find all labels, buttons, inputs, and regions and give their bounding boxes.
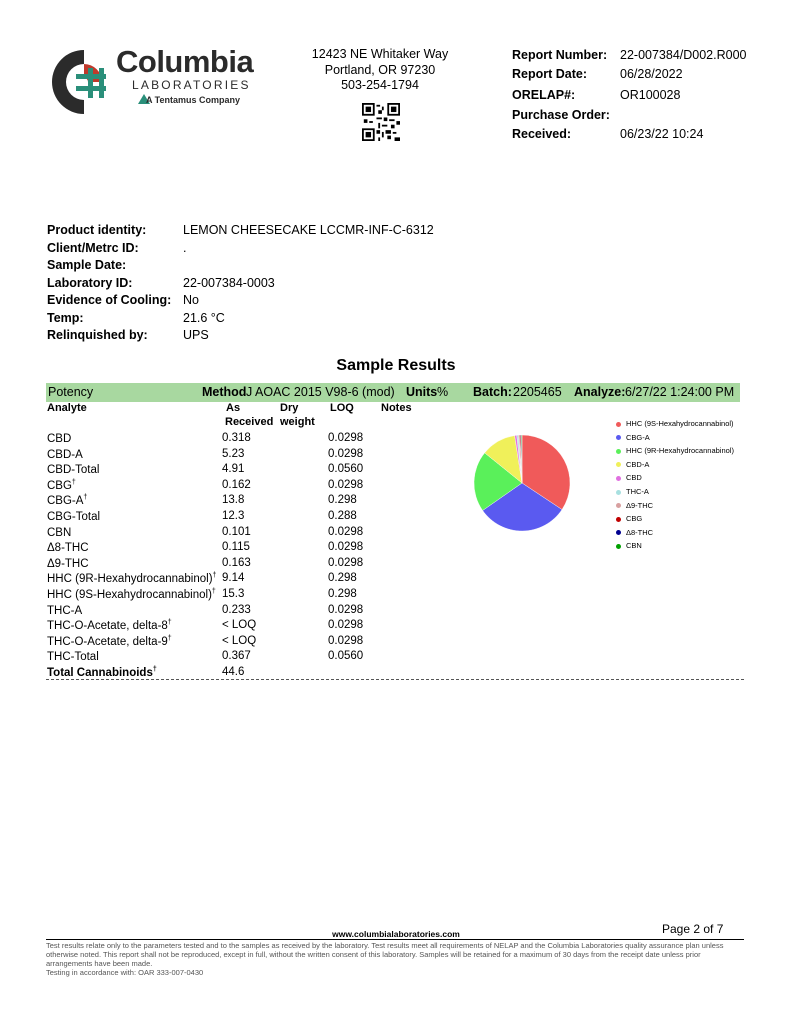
analyte-name <box>47 635 172 648</box>
analyte-name <box>47 650 99 663</box>
legend-item <box>616 446 734 455</box>
loq-value: 0.0560 <box>328 650 364 663</box>
as-received-value: 0.115 <box>222 541 250 554</box>
temp-label: Temp: <box>47 311 84 325</box>
address-line2: Portland, OR 97230 <box>324 62 436 77</box>
analyte-label: CBG-A <box>47 495 84 508</box>
analyte-name <box>47 666 157 679</box>
company-phone: 503-254-1794 <box>341 78 419 92</box>
as-received-value: 0.162 <box>222 478 251 491</box>
as-received-value: < LOQ <box>222 619 257 632</box>
product-identity-label: Product identity: <box>47 223 147 237</box>
legend-swatch <box>616 476 621 481</box>
legend-label: HHC (9S-Hexahydrocannabinol) <box>626 419 734 428</box>
orelap-label: ORELAP#: <box>512 88 576 102</box>
analyte-label: CBD-Total <box>47 464 100 477</box>
footer-disclaimer <box>46 941 746 977</box>
loq-value: 0.0298 <box>328 478 364 491</box>
received-label: Received: <box>512 127 572 141</box>
laboratory-id: 22-007384-0003 <box>183 276 275 290</box>
analyte-label: HHC (9R-Hexahydrocannabinol) <box>47 573 213 586</box>
loq-value: 0.298 <box>328 588 357 600</box>
analyte-label: Total Cannabinoids <box>47 666 153 679</box>
legend-item <box>616 528 653 537</box>
legend-swatch <box>616 422 621 427</box>
report-number: 22-007384/D002.R000 <box>620 48 747 62</box>
loq-value: 0.288 <box>328 510 357 522</box>
analyte-label: THC-O-Acetate, delta-9 <box>47 635 168 648</box>
analyte-name <box>47 541 89 554</box>
analyte-name <box>47 448 83 461</box>
as-received-value: 12.3 <box>222 510 245 522</box>
legend-label: Δ9-THC <box>626 500 654 510</box>
analyte-name <box>47 494 87 507</box>
footer-rule <box>46 939 744 940</box>
product-identity: LEMON CHEESECAKE LCCMR-INF-C-6312 <box>183 223 434 237</box>
legend-label: THC-A <box>626 487 649 496</box>
accreditation-mark: † <box>83 494 88 502</box>
loq-value: 0.0298 <box>328 447 364 460</box>
analyte-label: CBN <box>47 526 72 539</box>
legend-swatch <box>616 435 621 440</box>
loq-value: 0.0298 <box>328 619 364 632</box>
loq-value: 0.0298 <box>328 525 364 538</box>
analyte-label: THC-A <box>47 604 83 617</box>
col-received: Received <box>225 416 274 428</box>
as-received-value: 4.91 <box>222 463 245 476</box>
as-received-value: 5.23 <box>222 447 245 460</box>
analyte-label: HHC (9S-Hexahydrocannabinol) <box>47 588 212 601</box>
analyte-label: Δ8-THC <box>47 542 89 555</box>
analyte-name <box>47 557 89 570</box>
as-received-value: < LOQ <box>222 634 257 647</box>
loq-value: 0.0298 <box>328 603 364 616</box>
report-number-label: Report Number: <box>512 48 608 62</box>
as-received-value: 0.233 <box>222 603 251 616</box>
qr-code <box>362 103 400 141</box>
legend-label: CBG <box>626 514 643 524</box>
report-date-label: Report Date: <box>512 67 588 81</box>
company-name: Columbia <box>116 44 254 79</box>
analyte-label: THC-Total <box>47 651 99 664</box>
legend-label: CBN <box>626 541 642 551</box>
potency-header-bar <box>46 383 740 402</box>
loq-value: 0.298 <box>328 494 357 507</box>
col-as: As <box>226 402 241 414</box>
loq-value: 0.0298 <box>328 541 364 554</box>
legend-item <box>616 501 653 510</box>
disclaimer-text: Test results relate only to the parameters tested and to the samples as received by the laboratory. Test results meet all requirements of NELAP and the Columbia Laboratories quality assurance plan unless otherwise noted. This report shall not be reproduced, except in full, without the written consent of this laboratory. Samples will be retained for a maximum of 30 days from the receipt date unless prior arrangements have been made. <box>46 941 724 968</box>
legend-item <box>616 487 649 496</box>
page-number: Page 2 of 7 <box>662 922 724 936</box>
col-notes: Notes <box>381 402 412 414</box>
analyte-name <box>47 526 71 539</box>
analyte-name <box>47 432 71 445</box>
loq-value: 0.0298 <box>328 432 364 444</box>
batch-value: 2205465 <box>513 385 562 399</box>
analyte-name <box>47 479 76 492</box>
legend-swatch <box>616 449 621 454</box>
loq-value: 0.0560 <box>328 463 364 476</box>
col-analyte: Analyte <box>47 402 87 414</box>
company-tagline: A Tentamus Company <box>146 95 241 105</box>
analyte-label: THC-O-Acetate, delta-8 <box>47 620 168 633</box>
as-received-value: 13.8 <box>222 494 245 507</box>
accreditation-mark: † <box>212 572 217 580</box>
analyte-name <box>47 463 99 476</box>
analyte-label: CBG <box>47 479 72 492</box>
testing-standard: Testing in accordance with: OAR 333-007-0430 <box>46 968 204 977</box>
analyte-label: CBG-Total <box>47 510 101 523</box>
orelap-number: OR100028 <box>620 88 681 102</box>
legend-swatch <box>616 462 621 467</box>
method-value: J AOAC 2015 V98-6 (mod) <box>246 385 395 399</box>
as-received-value: 44.6 <box>222 666 245 678</box>
legend-item <box>616 433 650 442</box>
units-label: Units <box>406 385 438 399</box>
legend-label: HHC (9R-Hexahydrocannabinol) <box>626 446 734 456</box>
sample-results-title: Sample Results <box>336 357 456 374</box>
loq-value: 0.298 <box>328 572 357 585</box>
analyte-label: Δ9-THC <box>47 557 89 570</box>
company-address <box>300 47 460 94</box>
legend-swatch <box>616 490 621 495</box>
analyze-label: Analyze: <box>574 385 626 399</box>
client-id: . <box>183 241 187 255</box>
report-date: 06/28/2022 <box>620 67 683 81</box>
as-received-value: 0.367 <box>222 650 251 663</box>
relinquished-value: UPS <box>183 328 209 342</box>
legend-label: CBG-A <box>626 432 650 442</box>
as-received-value: 0.318 <box>222 432 251 444</box>
address-line1: 12423 NE Whitaker Way <box>311 47 449 61</box>
table-end-divider <box>46 679 744 680</box>
as-received-value: 9.14 <box>222 572 245 585</box>
cooling-label: Evidence of Cooling: <box>47 293 172 307</box>
legend-item <box>616 460 649 469</box>
analyte-name <box>47 619 172 632</box>
legend-swatch <box>616 503 621 508</box>
accreditation-mark: † <box>167 634 172 642</box>
potency-pie-chart <box>470 431 574 535</box>
legend-swatch <box>616 530 621 535</box>
analyte-label: CBD <box>47 432 72 445</box>
loq-value: 0.0298 <box>328 634 364 647</box>
col-loq: LOQ <box>330 402 354 414</box>
client-id-label: Client/Metrc ID: <box>47 241 139 255</box>
accreditation-mark: † <box>211 588 216 595</box>
section-name: Potency <box>48 385 94 399</box>
analyte-label: CBD-A <box>47 448 83 461</box>
legend-item <box>616 473 642 482</box>
legend-label: Δ8-THC <box>626 527 654 537</box>
sample-date-label: Sample Date: <box>47 258 127 272</box>
cooling-value: No <box>183 293 199 307</box>
received-date: 06/23/22 10:24 <box>620 127 704 141</box>
accreditation-mark: † <box>71 478 76 486</box>
legend-item <box>616 419 734 428</box>
legend-swatch <box>616 517 621 522</box>
purchase-order-label: Purchase Order: <box>512 108 610 122</box>
analyze-value: 6/27/22 1:24:00 PM <box>625 385 735 399</box>
col-dry: Dry <box>280 402 299 414</box>
company-subtitle: LABORATORIES <box>132 78 251 92</box>
col-weight: weight <box>280 416 315 428</box>
laboratory-id-label: Laboratory ID: <box>47 276 133 290</box>
analyte-name <box>47 588 216 601</box>
accreditation-mark: † <box>167 619 172 627</box>
legend-item <box>616 541 642 550</box>
units-value: % <box>437 385 449 399</box>
legend-label: CBD-A <box>626 459 650 469</box>
legend-swatch <box>616 544 621 549</box>
batch-label: Batch: <box>473 385 512 399</box>
website-link[interactable]: www.columbialaboratories.com <box>332 929 460 939</box>
as-received-value: 15.3 <box>222 588 245 600</box>
legend-item <box>616 514 642 523</box>
as-received-value: 0.163 <box>222 556 251 569</box>
relinquished-label: Relinquished by: <box>47 328 148 342</box>
analyte-name <box>47 604 82 617</box>
method-label: Method <box>202 385 247 399</box>
analyte-name <box>47 510 100 523</box>
accreditation-mark: † <box>152 666 157 673</box>
legend-label: CBD <box>626 473 642 483</box>
loq-value: 0.0298 <box>328 556 364 569</box>
as-received-value: 0.101 <box>222 525 251 538</box>
analyte-name <box>47 572 216 585</box>
temp-value: 21.6 °C <box>183 311 225 325</box>
